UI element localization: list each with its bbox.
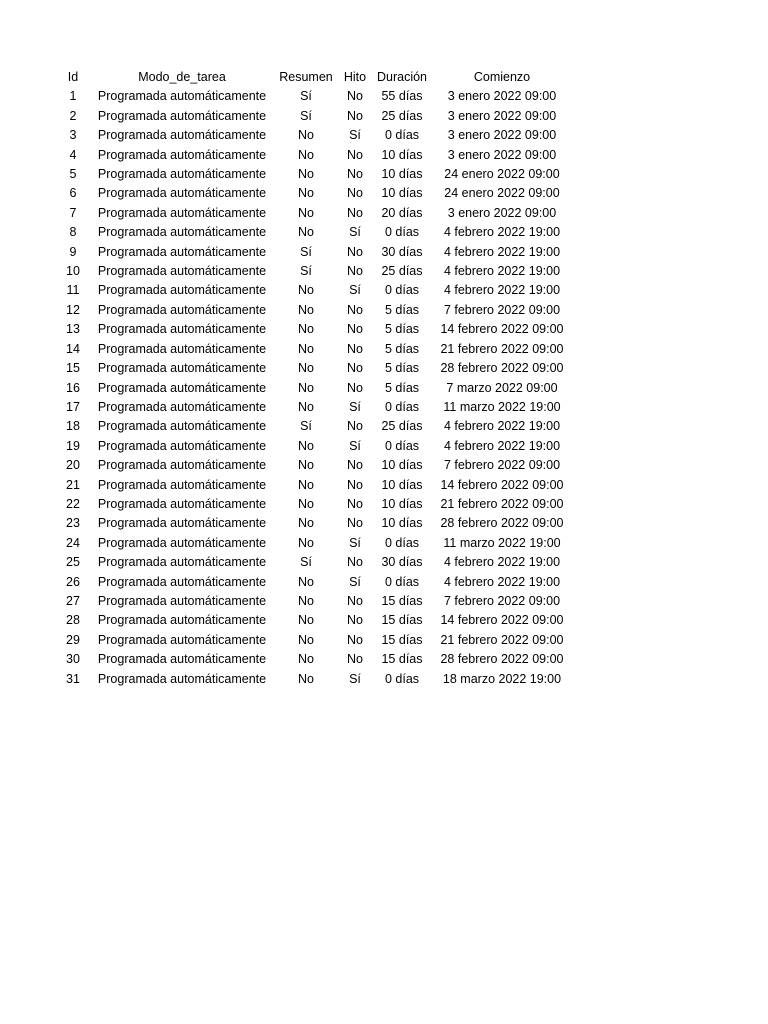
table-row xyxy=(58,514,574,533)
cell-id: 6 xyxy=(69,186,77,201)
cell-resumen: Sí xyxy=(300,89,312,104)
cell-comienzo: 21 febrero 2022 09:00 xyxy=(440,632,564,647)
cell-id: 7 xyxy=(69,205,77,220)
cell-hito: Sí xyxy=(349,671,361,686)
cell-resumen: No xyxy=(298,496,314,511)
cell-id: 29 xyxy=(66,632,80,647)
cell-comienzo: 7 marzo 2022 09:00 xyxy=(446,380,558,395)
cell-hito: No xyxy=(347,361,363,376)
cell-resumen: No xyxy=(298,167,314,182)
cell-duracion: 0 días xyxy=(384,225,420,240)
cell-hito: No xyxy=(347,652,363,667)
cell-duracion: 0 días xyxy=(384,535,420,550)
cell-resumen: No xyxy=(298,380,314,395)
cell-id: 9 xyxy=(69,244,77,259)
cell-hito: No xyxy=(347,147,363,162)
cell-comienzo: 4 febrero 2022 19:00 xyxy=(443,225,561,240)
cell-modo-de-tarea: Programada automáticamente xyxy=(97,322,267,337)
cell-resumen: No xyxy=(298,341,314,356)
cell-resumen: No xyxy=(298,186,314,201)
cell-hito: No xyxy=(347,264,363,279)
cell-modo-de-tarea: Programada automáticamente xyxy=(97,593,267,608)
column-header-duracion: Duración xyxy=(376,70,428,84)
cell-modo-de-tarea: Programada automáticamente xyxy=(97,186,267,201)
cell-comienzo: 4 febrero 2022 19:00 xyxy=(443,283,561,298)
cell-comienzo: 14 febrero 2022 09:00 xyxy=(440,477,564,492)
cell-hito: No xyxy=(347,593,363,608)
cell-duracion: 0 días xyxy=(384,128,420,143)
cell-comienzo: 4 febrero 2022 19:00 xyxy=(443,244,561,259)
cell-resumen: Sí xyxy=(300,108,312,123)
cell-modo-de-tarea: Programada automáticamente xyxy=(97,361,267,376)
cell-hito: No xyxy=(347,380,363,395)
cell-hito: No xyxy=(347,186,363,201)
cell-id: 16 xyxy=(66,380,80,395)
cell-modo-de-tarea: Programada automáticamente xyxy=(97,205,267,220)
cell-id: 22 xyxy=(66,496,80,511)
table-row xyxy=(58,359,574,378)
cell-comienzo: 7 febrero 2022 09:00 xyxy=(443,458,561,473)
table-row xyxy=(58,87,574,106)
cell-id: 18 xyxy=(66,419,80,434)
cell-id: 24 xyxy=(66,535,80,550)
cell-id: 3 xyxy=(69,128,77,143)
table-row xyxy=(58,320,574,339)
cell-duracion: 15 días xyxy=(381,652,423,667)
column-header-comienzo: Comienzo xyxy=(473,70,531,84)
cell-duracion: 5 días xyxy=(384,322,420,337)
cell-comienzo: 11 marzo 2022 19:00 xyxy=(443,535,561,550)
table-row xyxy=(58,146,574,165)
cell-modo-de-tarea: Programada automáticamente xyxy=(97,477,267,492)
cell-modo-de-tarea: Programada automáticamente xyxy=(97,496,267,511)
cell-id: 2 xyxy=(69,108,77,123)
cell-duracion: 15 días xyxy=(381,613,423,628)
cell-modo-de-tarea: Programada automáticamente xyxy=(97,302,267,317)
cell-hito: No xyxy=(347,89,363,104)
cell-duracion: 25 días xyxy=(381,108,423,123)
cell-hito: Sí xyxy=(349,225,361,240)
cell-hito: Sí xyxy=(349,399,361,414)
cell-duracion: 5 días xyxy=(384,380,420,395)
cell-modo-de-tarea: Programada automáticamente xyxy=(97,458,267,473)
table-row xyxy=(58,184,574,203)
cell-modo-de-tarea: Programada automáticamente xyxy=(97,652,267,667)
cell-comienzo: 28 febrero 2022 09:00 xyxy=(440,516,564,531)
cell-modo-de-tarea: Programada automáticamente xyxy=(97,399,267,414)
cell-modo-de-tarea: Programada automáticamente xyxy=(97,283,267,298)
table-row xyxy=(58,476,574,495)
cell-duracion: 55 días xyxy=(381,89,423,104)
cell-hito: No xyxy=(347,108,363,123)
cell-modo-de-tarea: Programada automáticamente xyxy=(97,419,267,434)
cell-resumen: No xyxy=(298,225,314,240)
table-row xyxy=(58,126,574,145)
cell-modo-de-tarea: Programada automáticamente xyxy=(97,516,267,531)
table-row xyxy=(58,417,574,436)
cell-resumen: No xyxy=(298,128,314,143)
cell-comienzo: 4 febrero 2022 19:00 xyxy=(443,438,561,453)
cell-resumen: No xyxy=(298,458,314,473)
cell-duracion: 0 días xyxy=(384,283,420,298)
cell-modo-de-tarea: Programada automáticamente xyxy=(97,341,267,356)
cell-modo-de-tarea: Programada automáticamente xyxy=(97,244,267,259)
column-header-resumen: Resumen xyxy=(279,70,333,84)
cell-duracion: 15 días xyxy=(381,593,423,608)
cell-resumen: No xyxy=(298,205,314,220)
cell-id: 4 xyxy=(69,147,77,162)
cell-hito: Sí xyxy=(349,283,361,298)
cell-duracion: 5 días xyxy=(384,341,420,356)
column-header-modo-de-tarea: Modo_de_tarea xyxy=(138,70,226,84)
cell-id: 17 xyxy=(66,399,80,414)
cell-modo-de-tarea: Programada automáticamente xyxy=(97,108,267,123)
cell-hito: No xyxy=(347,244,363,259)
cell-duracion: 0 días xyxy=(384,671,420,686)
cell-comienzo: 4 febrero 2022 19:00 xyxy=(443,419,561,434)
cell-comienzo: 3 enero 2022 09:00 xyxy=(447,147,557,162)
cell-comienzo: 14 febrero 2022 09:00 xyxy=(440,613,564,628)
cell-duracion: 30 días xyxy=(381,244,423,259)
cell-hito: No xyxy=(347,458,363,473)
cell-id: 12 xyxy=(66,302,80,317)
cell-comienzo: 24 enero 2022 09:00 xyxy=(444,186,560,201)
cell-resumen: Sí xyxy=(300,244,312,259)
cell-comienzo: 4 febrero 2022 19:00 xyxy=(443,574,561,589)
column-header-hito: Hito xyxy=(343,70,367,84)
cell-modo-de-tarea: Programada automáticamente xyxy=(97,167,267,182)
cell-modo-de-tarea: Programada automáticamente xyxy=(97,613,267,628)
cell-modo-de-tarea: Programada automáticamente xyxy=(97,147,267,162)
table-row xyxy=(58,340,574,359)
cell-comienzo: 3 enero 2022 09:00 xyxy=(447,205,557,220)
cell-duracion: 10 días xyxy=(381,167,423,182)
cell-id: 26 xyxy=(66,574,80,589)
cell-hito: No xyxy=(347,613,363,628)
cell-hito: No xyxy=(347,302,363,317)
table-row xyxy=(58,281,574,300)
cell-resumen: No xyxy=(298,322,314,337)
table-row xyxy=(58,262,574,281)
table-row xyxy=(58,437,574,456)
cell-comienzo: 3 enero 2022 09:00 xyxy=(447,108,557,123)
cell-duracion: 30 días xyxy=(381,555,423,570)
cell-hito: No xyxy=(347,496,363,511)
table-row xyxy=(58,534,574,553)
cell-resumen: No xyxy=(298,652,314,667)
table-row xyxy=(58,670,574,689)
cell-duracion: 10 días xyxy=(381,186,423,201)
cell-duracion: 0 días xyxy=(384,438,420,453)
cell-id: 8 xyxy=(69,225,77,240)
cell-hito: No xyxy=(347,341,363,356)
cell-resumen: No xyxy=(298,399,314,414)
table-row xyxy=(58,631,574,650)
cell-duracion: 25 días xyxy=(381,419,423,434)
cell-hito: Sí xyxy=(349,128,361,143)
cell-modo-de-tarea: Programada automáticamente xyxy=(97,632,267,647)
cell-duracion: 0 días xyxy=(384,574,420,589)
cell-resumen: No xyxy=(298,283,314,298)
table-row xyxy=(58,204,574,223)
cell-comienzo: 7 febrero 2022 09:00 xyxy=(443,302,561,317)
cell-duracion: 0 días xyxy=(384,399,420,414)
cell-resumen: No xyxy=(298,477,314,492)
table-row xyxy=(58,592,574,611)
cell-id: 28 xyxy=(66,613,80,628)
task-table xyxy=(58,68,574,689)
cell-id: 14 xyxy=(66,341,80,356)
cell-comienzo: 21 febrero 2022 09:00 xyxy=(440,341,564,356)
cell-modo-de-tarea: Programada automáticamente xyxy=(97,264,267,279)
cell-duracion: 5 días xyxy=(384,361,420,376)
cell-resumen: No xyxy=(298,361,314,376)
cell-hito: No xyxy=(347,555,363,570)
cell-resumen: Sí xyxy=(300,264,312,279)
table-row xyxy=(58,611,574,630)
column-header-id: Id xyxy=(67,70,79,84)
cell-id: 25 xyxy=(66,555,80,570)
cell-hito: No xyxy=(347,516,363,531)
cell-comienzo: 28 febrero 2022 09:00 xyxy=(440,652,564,667)
table-row xyxy=(58,495,574,514)
table-row xyxy=(58,301,574,320)
cell-hito: Sí xyxy=(349,574,361,589)
cell-resumen: No xyxy=(298,613,314,628)
cell-resumen: No xyxy=(298,574,314,589)
cell-resumen: No xyxy=(298,535,314,550)
cell-resumen: Sí xyxy=(300,419,312,434)
cell-comienzo: 7 febrero 2022 09:00 xyxy=(443,593,561,608)
cell-comienzo: 4 febrero 2022 19:00 xyxy=(443,555,561,570)
cell-hito: No xyxy=(347,322,363,337)
cell-resumen: No xyxy=(298,438,314,453)
cell-id: 23 xyxy=(66,516,80,531)
cell-resumen: No xyxy=(298,516,314,531)
cell-comienzo: 3 enero 2022 09:00 xyxy=(447,89,557,104)
cell-id: 15 xyxy=(66,361,80,376)
table-row xyxy=(58,650,574,669)
cell-comienzo: 11 marzo 2022 19:00 xyxy=(443,399,561,414)
cell-modo-de-tarea: Programada automáticamente xyxy=(97,380,267,395)
cell-duracion: 10 días xyxy=(381,516,423,531)
cell-modo-de-tarea: Programada automáticamente xyxy=(97,89,267,104)
cell-duracion: 25 días xyxy=(381,264,423,279)
table-row xyxy=(58,379,574,398)
cell-resumen: No xyxy=(298,147,314,162)
header-row xyxy=(58,68,574,87)
cell-duracion: 10 días xyxy=(381,477,423,492)
cell-modo-de-tarea: Programada automáticamente xyxy=(97,671,267,686)
cell-hito: No xyxy=(347,205,363,220)
cell-hito: Sí xyxy=(349,535,361,550)
cell-comienzo: 4 febrero 2022 19:00 xyxy=(443,264,561,279)
cell-duracion: 20 días xyxy=(381,205,423,220)
cell-id: 21 xyxy=(66,477,80,492)
cell-id: 30 xyxy=(66,652,80,667)
cell-duracion: 10 días xyxy=(381,147,423,162)
table-row xyxy=(58,456,574,475)
cell-comienzo: 28 febrero 2022 09:00 xyxy=(440,361,564,376)
cell-resumen: No xyxy=(298,671,314,686)
cell-id: 5 xyxy=(69,167,77,182)
cell-duracion: 5 días xyxy=(384,302,420,317)
cell-comienzo: 18 marzo 2022 19:00 xyxy=(442,671,562,686)
cell-id: 20 xyxy=(66,458,80,473)
cell-id: 27 xyxy=(66,593,80,608)
cell-hito: Sí xyxy=(349,438,361,453)
cell-duracion: 10 días xyxy=(381,458,423,473)
cell-comienzo: 24 enero 2022 09:00 xyxy=(444,167,560,182)
cell-modo-de-tarea: Programada automáticamente xyxy=(97,555,267,570)
cell-hito: No xyxy=(347,419,363,434)
table-row xyxy=(58,165,574,184)
table-row xyxy=(58,243,574,262)
cell-modo-de-tarea: Programada automáticamente xyxy=(97,574,267,589)
cell-id: 11 xyxy=(66,283,80,298)
cell-id: 19 xyxy=(66,438,80,453)
cell-resumen: No xyxy=(298,593,314,608)
cell-duracion: 10 días xyxy=(381,496,423,511)
cell-id: 10 xyxy=(66,264,80,279)
table-row xyxy=(58,573,574,592)
cell-modo-de-tarea: Programada automáticamente xyxy=(97,128,267,143)
cell-modo-de-tarea: Programada automáticamente xyxy=(97,535,267,550)
cell-modo-de-tarea: Programada automáticamente xyxy=(97,225,267,240)
cell-resumen: No xyxy=(298,302,314,317)
cell-duracion: 15 días xyxy=(381,632,423,647)
table-row xyxy=(58,223,574,242)
cell-hito: No xyxy=(347,167,363,182)
cell-id: 31 xyxy=(66,671,80,686)
table-body xyxy=(58,87,574,689)
table-row xyxy=(58,553,574,572)
cell-id: 1 xyxy=(69,89,77,104)
cell-id: 13 xyxy=(66,322,80,337)
cell-comienzo: 14 febrero 2022 09:00 xyxy=(440,322,564,337)
cell-resumen: No xyxy=(298,632,314,647)
cell-hito: No xyxy=(347,632,363,647)
cell-comienzo: 3 enero 2022 09:00 xyxy=(447,128,557,143)
cell-resumen: Sí xyxy=(300,555,312,570)
cell-comienzo: 21 febrero 2022 09:00 xyxy=(440,496,564,511)
cell-hito: No xyxy=(347,477,363,492)
table-row xyxy=(58,107,574,126)
table-row xyxy=(58,398,574,417)
cell-modo-de-tarea: Programada automáticamente xyxy=(97,438,267,453)
